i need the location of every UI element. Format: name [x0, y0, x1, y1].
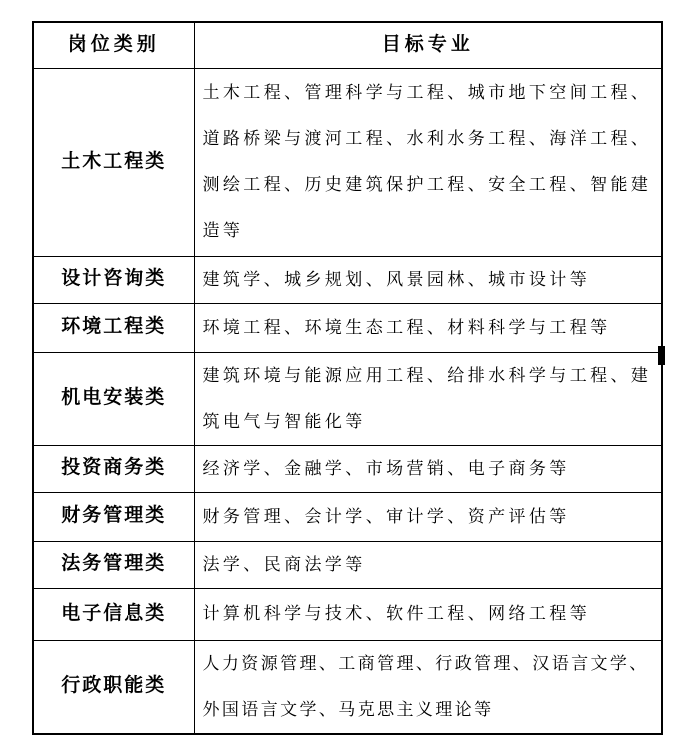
- majors-cell: 计算机科学与技术、软件工程、网络工程等: [194, 588, 662, 640]
- category-cell: 财务管理类: [33, 492, 194, 541]
- majors-cell: 财务管理、会计学、审计学、资产评估等: [194, 492, 662, 541]
- table-row: [33, 541, 662, 588]
- header-row: [33, 22, 662, 68]
- category-cell: 环境工程类: [33, 303, 194, 352]
- category-cell: 设计咨询类: [33, 256, 194, 303]
- majors-column-header: 目标专业: [194, 22, 662, 68]
- table-row: [33, 588, 662, 640]
- table-row: [33, 492, 662, 541]
- majors-cell: 建筑学、城乡规划、风景园林、城市设计等: [194, 256, 662, 303]
- table-row: [33, 256, 662, 303]
- category-cell: 行政职能类: [33, 640, 194, 734]
- majors-cell: 建筑环境与能源应用工程、给排水科学与工程、建筑电气与智能化等: [194, 352, 662, 445]
- category-cell: 法务管理类: [33, 541, 194, 588]
- table-row: [33, 68, 662, 256]
- majors-cell: 人力资源管理、工商管理、行政管理、汉语言文学、外国语言文学、马克思主义理论等: [194, 640, 662, 734]
- majors-cell: 土木工程、管理科学与工程、城市地下空间工程、道路桥梁与渡河工程、水利水务工程、海洋工程、测绘工程、历史建筑保护工程、安全工程、智能建造等: [194, 68, 662, 256]
- majors-cell: 环境工程、环境生态工程、材料科学与工程等: [194, 303, 662, 352]
- table-row: [33, 640, 662, 734]
- position-majors-table: [32, 21, 663, 735]
- category-cell: 投资商务类: [33, 445, 194, 492]
- majors-cell: 经济学、金融学、市场营销、电子商务等: [194, 445, 662, 492]
- category-cell: 土木工程类: [33, 68, 194, 256]
- majors-cell: 法学、民商法学等: [194, 541, 662, 588]
- table-row: [33, 352, 662, 445]
- category-cell: 机电安装类: [33, 352, 194, 445]
- table-row: [33, 303, 662, 352]
- table-border-handle-mark: [658, 346, 665, 365]
- category-column-header: 岗位类别: [33, 22, 194, 68]
- category-cell: 电子信息类: [33, 588, 194, 640]
- table-row: [33, 445, 662, 492]
